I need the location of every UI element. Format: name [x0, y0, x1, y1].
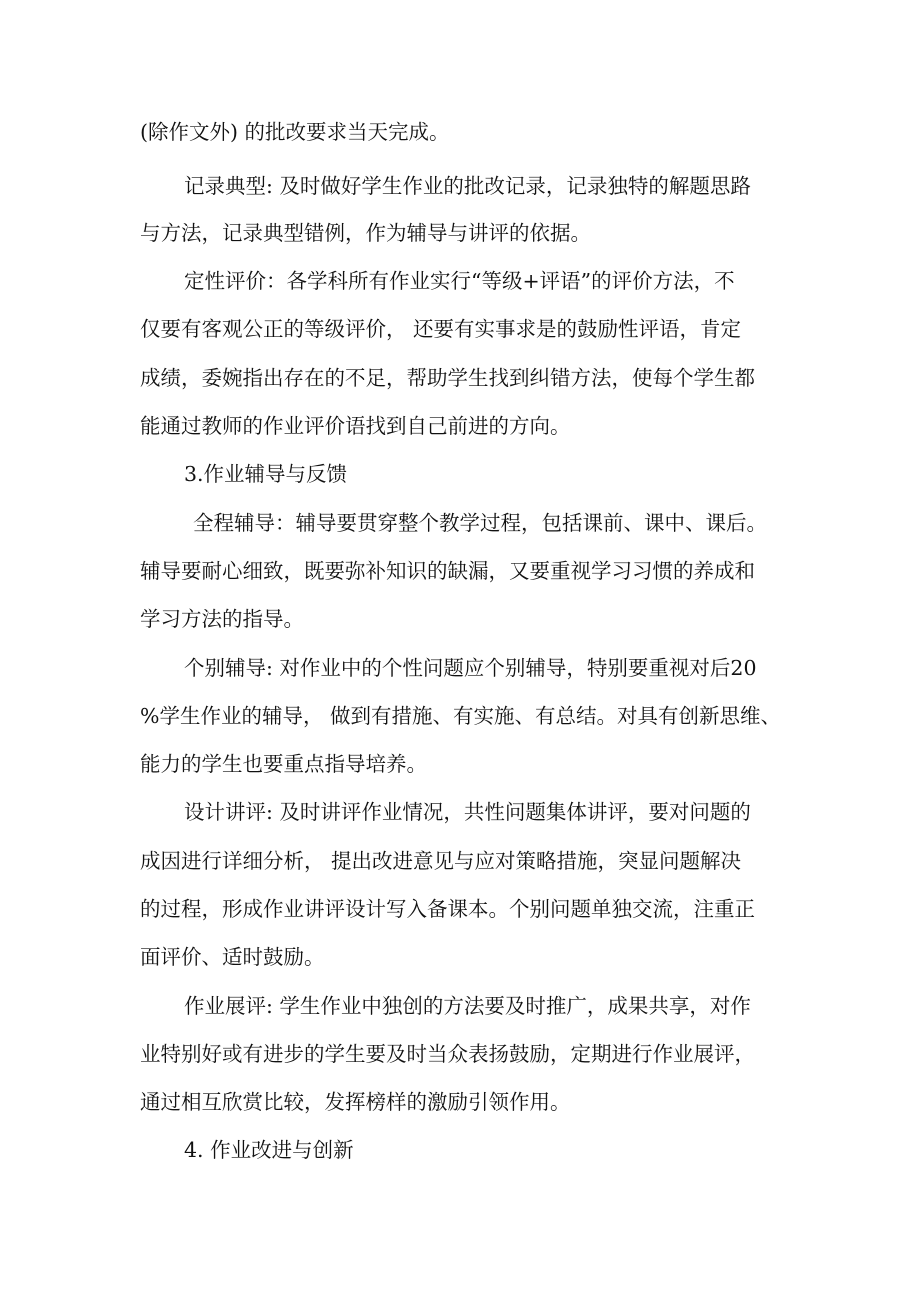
text-line: 个别辅导: 对作业中的个性问题应个别辅导，特别要重视对后20: [184, 656, 757, 680]
text-line: 作业展评: 学生作业中独创的方法要及时推广，成果共享，对作: [184, 994, 751, 1018]
text-line: 记录典型: 及时做好学生作业的批改记录，记录独特的解题思路: [184, 174, 751, 198]
text-line: 成绩，委婉指出存在的不足，帮助学生找到纠错方法，使每个学生都: [140, 366, 755, 390]
text-line: 定性评价：各学科所有作业实行“等级+评语”的评价方法，不: [184, 269, 735, 293]
text-line: 能通过教师的作业评价语找到自己前进的方向。: [140, 414, 571, 438]
text-line: (除作文外) 的批改要求当天完成。: [140, 120, 450, 144]
text-line: 业特别好或有进步的学生要及时当众表扬鼓励，定期进行作业展评，: [140, 1042, 755, 1066]
text-line: 辅导要耐心细致，既要弥补知识的缺漏，又要重视学习习惯的养成和: [140, 559, 755, 583]
text-line: 通过相互欣赏比较，发挥榜样的激励引领作用。: [140, 1090, 571, 1114]
text-line: 与方法，记录典型错例，作为辅导与讲评的依据。: [140, 221, 591, 245]
text-line: 能力的学生也要重点指导培养。: [140, 752, 427, 776]
text-line: 全程辅导：辅导要贯穿整个教学过程，包括课前、课中、课后。: [193, 511, 767, 535]
section-heading: 3.作业辅导与反馈: [184, 462, 348, 486]
section-heading: 4. 作业改进与创新: [184, 1138, 354, 1162]
text-line: 面评价、适时鼓励。: [140, 945, 325, 969]
text-line: 设计讲评: 及时讲评作业情况，共性问题集体讲评，要对问题的: [184, 800, 751, 824]
text-line: 的过程，形成作业讲评设计写入备课本。个别问题单独交流，注重正: [140, 897, 755, 921]
text-line: %学生作业的辅导， 做到有措施、有实施、有总结。对具有创新思维、: [140, 704, 781, 728]
text-line: 成因进行详细分析， 提出改进意见与应对策略措施，突显问题解决: [140, 849, 742, 873]
text-line: 仅要有客观公正的等级评价， 还要有实事求是的鼓励性评语，肯定: [140, 317, 742, 341]
text-line: 学习方法的指导。: [140, 607, 304, 631]
